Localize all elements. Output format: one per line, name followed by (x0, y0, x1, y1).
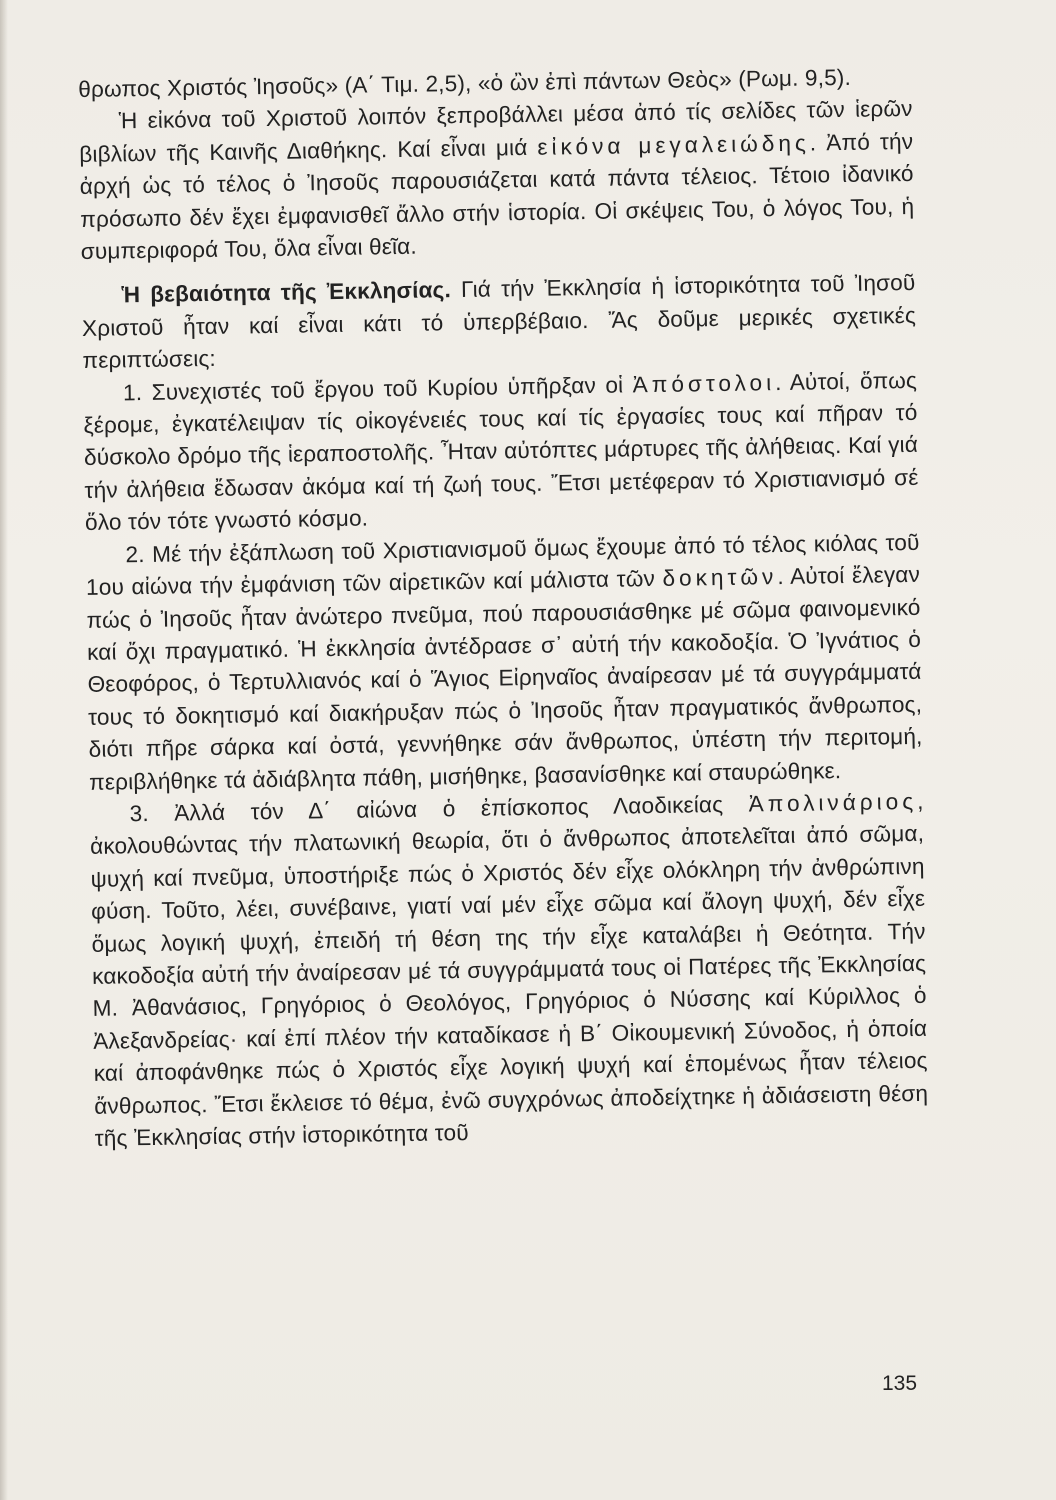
paragraph-4 (83, 365, 919, 540)
paragraph-6-text-b: , ἀκολουθώντας τήν πλατωνική θεωρία, ὅτι ὁ ἄνθρωπος ἀποτελεῖται ἀπό σῶμα, ψυχή καί πνεῦμα, ὑποστήριξε πώς ὁ Χριστός δέν εἶχε ολόκληρη τήν ἀνθρώπινη φύση. Τοῦτο, λέει, συνέβαινε, γιατί ναί μέν εἶχε σῶμα καί ἄλογη ψυχή, δέν εἶχε ὅμως λογική ψυχή, ἐπειδή τή θέση της τήν εἶχε καταλάβει ἡ Θεότητα. Τήν κακοδοξία αὐτή τήν ἀναίρεσαν μέ τά συγγράμματά τους οἱ Πατέρες τῆς Ἐκκλησίας Μ. Ἀθανάσιος, Γρηγόριος ὁ Θεολόγος, Γρηγόριος ὁ Νύσσης καί Κύριλλος ὁ Ἀλεξανδρείας· καί ἐπί πλέον τήν καταδίκασε ἡ Β΄ Οἰκουμενική Σύνοδος, ἡ ὁποία καί ἀποφάνθηκε πώς ὁ Χριστός εἶχε λογική ψυχή καί ἑπομένως ἦταν τέλειος ἄνθρωπος. Ἔτσι ἔκλεισε τό θέμα, ἐνῶ συγχρόνως ἀποδείχτηκε ἡ ἀδιάσειστη θέση τῆς Ἐκκλησίας στήν ἱστορικότητα τοῦ (89, 788, 929, 1151)
paragraph-4-spaced-word: Ἀπόστολοι (632, 369, 776, 397)
paragraph-3 (81, 267, 916, 377)
paragraph-5-spaced-word: δοκητῶν (662, 564, 778, 591)
paragraph-5-text-a: 2. Μέ τήν ἐξάπλωση τοῦ Χριστιανισμοῦ ὅμως ἔχουμε ἀπό τό τέλος κιόλας τοῦ 1ου αἰώνα τήν ἐμφάνιση τῶν αἱρετικῶν καί μάλιστα τῶν (85, 529, 920, 601)
paragraph-4-text-b: . Αὐτοί, ὅπως ξέρομε, ἐγκατέλειψαν τίς οἰκογένειές τους καί τίς ἐργασίες τους καί πῆραν τό δύσκολο δρόμο τῆς ἱεραποστολῆς. Ἦταν αὐτόπτες μάρτυρες τῆς ἀλήθειας. Καί γιά τήν ἀλήθεια ἔδωσαν ἀκόμα καί τή ζωή τους. Ἔτσι μετέφεραν τό Χριστιανισμό σέ ὅλο τόν τότε γνωστό κόσμο. (83, 367, 919, 536)
paragraph-2 (79, 93, 915, 268)
paragraph-2-text-b: . Ἀπό τήν ἀρχή ὡς τό τέλος ὁ Ἰησοῦς παρουσιάζεται κατά πάντα τέλειος. Τέτοιο ἰδανικό πρόσωπο δέν ἔχει ἐμφανισθεῖ ἄλλο στήν ἱστορία. Οἱ σκέψεις Του, ὁ λόγος Του, ἡ συμπεριφορά Του, ὅλα εἶναι θεῖα. (79, 128, 915, 265)
paragraph-5 (85, 527, 923, 799)
section-heading: Ἡ βεβαιότητα τῆς Ἐκκλησίας. (121, 277, 452, 308)
paragraph-5-text-b: . Αὐτοί ἔλεγαν πώς ὁ Ἰησοῦς ἦταν ἀνώτερο πνεῦμα, πού παρουσιάσθηκε μέ σῶμα φαινομενικό καί ὄχι πραγματικό. Ἡ ἐκκλησία ἀντέδρασε σ᾽ αὐτή τήν κακοδοξία. Ὁ Ἰγνάτιος ὁ Θεοφόρος, ὁ Τερτυλλιανός καί ὁ Ἅγιος Εἰρηναῖος ἀναίρεσαν μέ τά συγγράμματά τους τό δοκητισμό καί διακήρυξαν πώς ὁ Ἰησοῦς ἦταν πραγματικός ἄνθρωπος, διότι πῆρε σάρκα καί ὀστά, γεννήθηκε σάν ἄνθρωπος, ὑπέστη τήν περιτομή, περιβλήθηκε τά ἀδιάβλητα πάθη, μισήθηκε, βασανίσθηκε καί σταυρώθηκε. (86, 561, 923, 795)
page-number: 135 (882, 1372, 918, 1395)
paragraph-6 (89, 786, 928, 1156)
paragraph-1-text: θρωπος Χριστός Ἰησοῦς» (Α΄ Τιμ. 2,5), «ὁ ὢν ἐπὶ πάντων Θεὸς» (Ρωμ. 9,5). (78, 64, 852, 102)
paragraph-3-text: Γιά τήν Ἐκκλησία ἡ ἱστορικότητα τοῦ Ἰησοῦ Χριστοῦ ἦταν καί εἶναι κάτι τό ὑπερβέβαιο. Ἄς δοῦμε μερικές σχετικές περιπτώσεις: (81, 270, 917, 374)
body-text (78, 61, 929, 1155)
paragraph-4-text-a: 1. Συνεχιστές τοῦ ἔργου τοῦ Κυρίου ὑπῆρξαν οἱ (122, 371, 633, 405)
paragraph-6-text-a: 3. Ἀλλά τόν Δ΄ αἰώνα ὁ ἐπίσκοπος Λαοδικείας (129, 791, 749, 827)
paragraph-6-spaced-word: Ἀπολινάριος (748, 788, 918, 817)
paragraph-2-text-a: Ἡ εἰκόνα τοῦ Χριστοῦ λοιπόν ξεπροβάλλει μέσα ἀπό τίς σελίδες τῶν ἱερῶν βιβλίων τῆς Καινῆς Διαθήκης. Καί εἶναι μιά (79, 96, 913, 167)
paragraph-2-spaced-phrase: εἰκόνα μεγαλειώδης (537, 130, 811, 160)
